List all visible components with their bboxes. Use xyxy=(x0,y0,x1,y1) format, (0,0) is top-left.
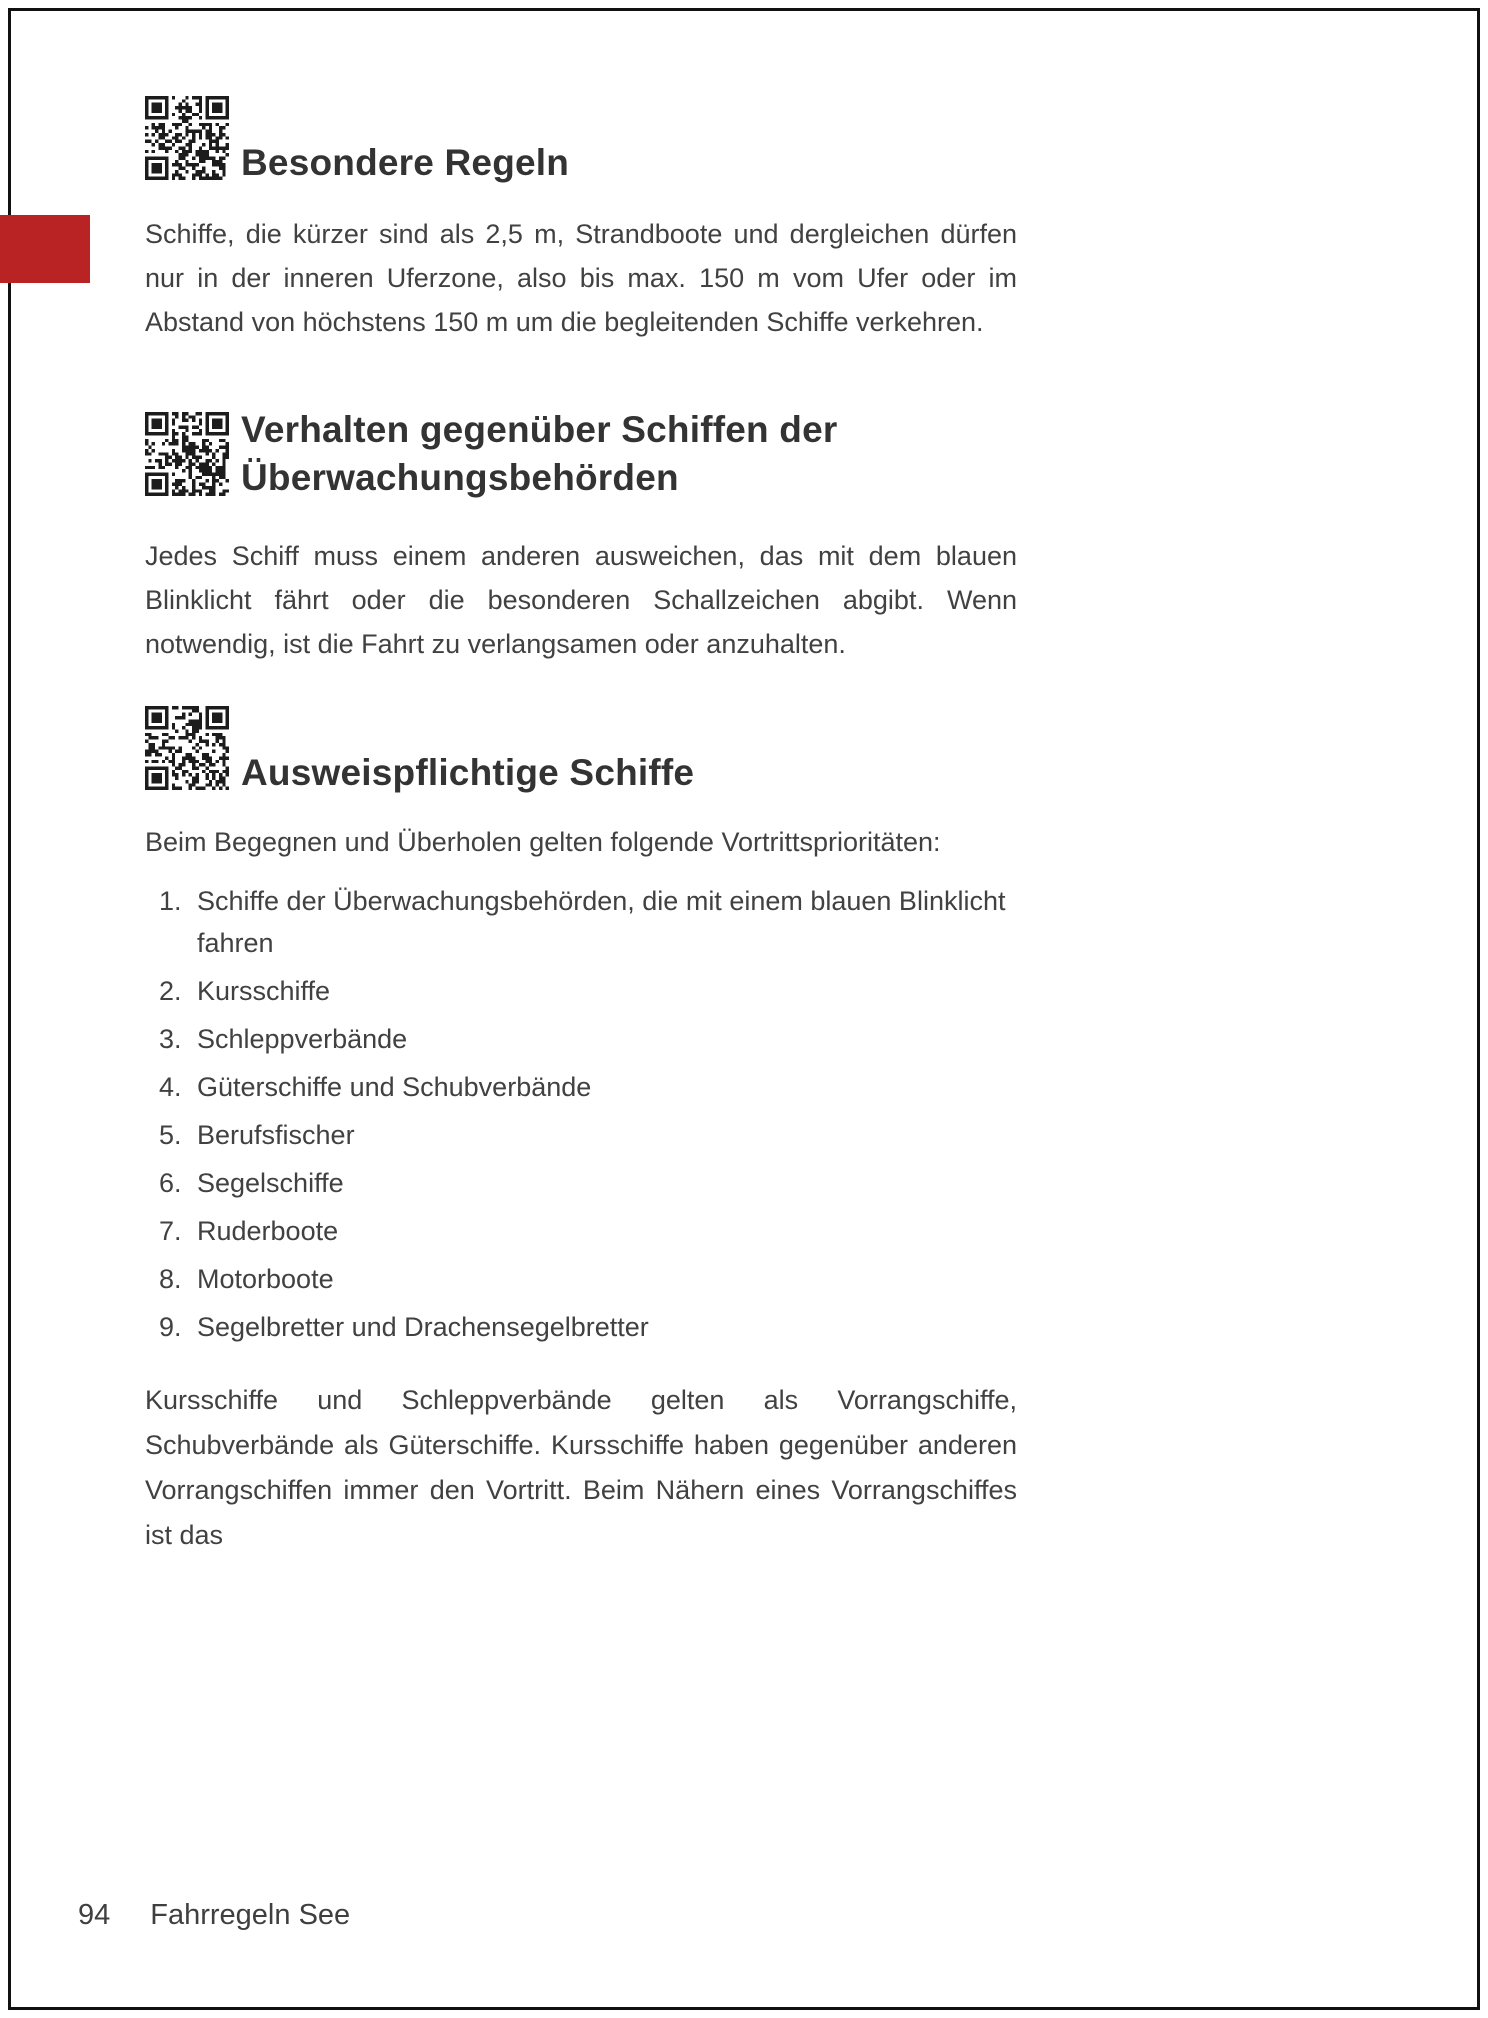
priority-list xyxy=(145,880,1017,1348)
section-heading: Ausweispflichtige Schiffe xyxy=(241,752,695,793)
chapter-tab xyxy=(0,215,90,283)
page-footer xyxy=(78,1899,350,1932)
qr-code-icon xyxy=(145,96,229,180)
section-header xyxy=(145,706,1017,793)
list-item: Segelbretter und Drachensegelbretter xyxy=(197,1312,649,1342)
qr-code-icon xyxy=(145,412,229,496)
section-heading: Verhalten gegenüber Schiffen der Überwachungsbehörden xyxy=(241,409,838,498)
list-item: Kursschiffe xyxy=(197,976,331,1006)
list-item: Schiffe der Überwachungsbehörden, die mit einem blauen Blinklicht fahren xyxy=(197,886,1006,958)
content xyxy=(145,96,1017,1558)
section-heading: Besondere Regeln xyxy=(241,142,570,183)
list-item: Motorboote xyxy=(197,1264,334,1294)
section-ausweispflichtige-schiffe xyxy=(145,706,1017,1558)
section-header xyxy=(145,406,1017,502)
qr-code-icon xyxy=(145,706,229,790)
paragraph: Schiffe, die kürzer sind als 2,5 m, Strandboote und dergleichen dürfen nur in der inneren Uferzone, also bis max. 150 m vom Ufer oder im Abstand von höchstens 150 m um die begleitenden Schiffe verkehren. xyxy=(145,219,1017,337)
paragraph: Jedes Schiff muss einem anderen ausweichen, das mit dem blauen Blinklicht fährt oder die besonderen Schallzeichen abgibt. Wenn notwendig, ist die Fahrt zu verlangsamen oder anzuhalten. xyxy=(145,541,1017,659)
list-item: Schleppverbände xyxy=(197,1024,408,1054)
list-item: Güterschiffe und Schubverbände xyxy=(197,1072,592,1102)
list-item: Segelschiffe xyxy=(197,1168,344,1198)
section-header xyxy=(145,96,1017,183)
footer-title: Fahrregeln See xyxy=(150,1899,351,1931)
section-verhalten-ueberwachungsbehoerden xyxy=(145,406,1017,666)
priority-intro: Beim Begegnen und Überholen gelten folgende Vortrittsprioritäten: xyxy=(145,827,941,857)
page-number: 94 xyxy=(78,1899,111,1931)
paragraph: Kursschiffe und Schleppverbände gelten als Vorrangschiffe, Schubverbände als Güterschiffe. Kursschiffe haben gegenüber anderen Vorrangschiffen immer den Vortritt. Beim Nähern eines Vorrangschiffes ist das xyxy=(145,1385,1017,1550)
list-item: Berufsfischer xyxy=(197,1120,355,1150)
list-item: Ruderboote xyxy=(197,1216,339,1246)
section-besondere-regeln xyxy=(145,96,1017,344)
